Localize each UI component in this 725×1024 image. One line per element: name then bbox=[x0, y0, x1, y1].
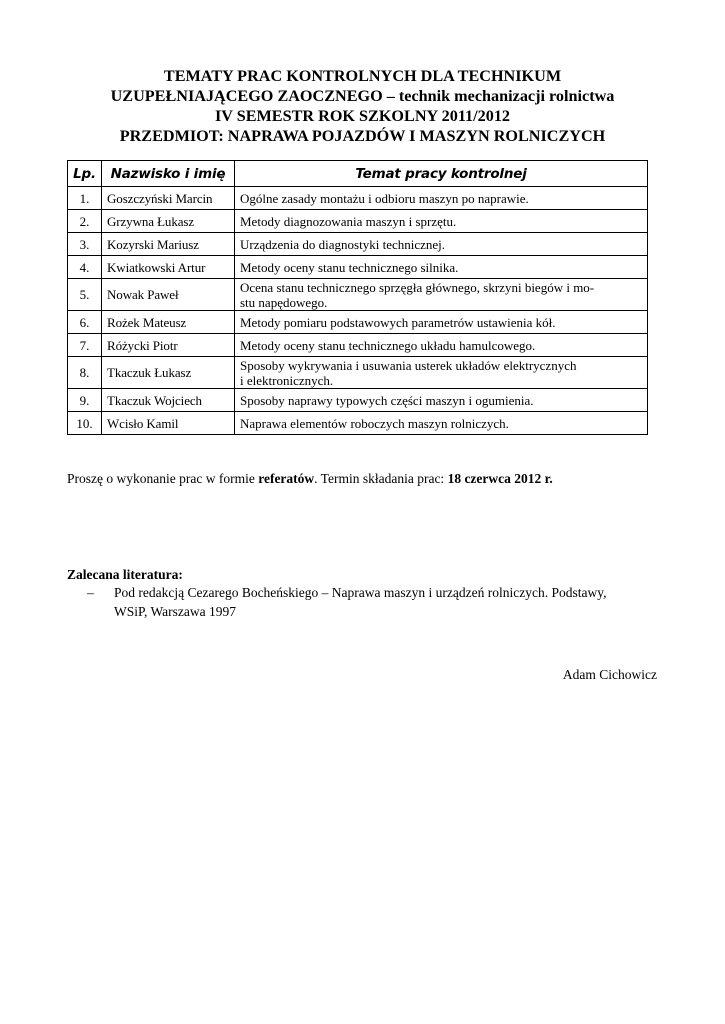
row-topic-line: stu napędowego. bbox=[240, 294, 328, 310]
row-lp: 7. bbox=[68, 334, 102, 357]
title-line-2: UZUPEŁNIAJĄCEGO ZAOCZNEGO – technik mechanizacji rolnictwa bbox=[110, 87, 615, 105]
row-name: Grzywna Łukasz bbox=[102, 210, 235, 233]
row-topic: Urządzenia do diagnostyki technicznej. bbox=[235, 233, 648, 256]
submission-note bbox=[67, 471, 553, 487]
row-topic: Ogólne zasady montażu i odbioru maszyn po naprawie. bbox=[235, 187, 648, 210]
row-lp: 10. bbox=[68, 412, 102, 435]
row-topic-line: Sposoby wykrywania i usuwania usterek układów elektrycznych bbox=[240, 357, 577, 373]
author-signature: Adam Cichowicz bbox=[562, 667, 657, 682]
topics-table bbox=[67, 160, 648, 435]
table-row bbox=[68, 357, 648, 389]
column-header-name: Nazwisko i imię bbox=[102, 161, 235, 187]
literature-item bbox=[89, 583, 654, 621]
row-name: Kozyrski Mariusz bbox=[102, 233, 235, 256]
title-line-1: TEMATY PRAC KONTROLNYCH DLA TECHNIKUM bbox=[163, 67, 562, 85]
document-title bbox=[40, 66, 685, 146]
note-text-middle: . Termin składania prac: bbox=[314, 471, 448, 486]
title-line-3: IV SEMESTR ROK SZKOLNY 2011/2012 bbox=[214, 107, 511, 125]
row-topic bbox=[235, 357, 648, 389]
row-topic: Metody oceny stanu technicznego silnika. bbox=[235, 256, 648, 279]
row-topic bbox=[235, 279, 648, 311]
table-row bbox=[68, 389, 648, 412]
column-header-topic: Temat pracy kontrolnej bbox=[235, 161, 648, 187]
row-topic: Sposoby naprawy typowych części maszyn i ogumienia. bbox=[235, 389, 648, 412]
row-topic: Metody oceny stanu technicznego układu hamulcowego. bbox=[235, 334, 648, 357]
row-name: Tkaczuk Łukasz bbox=[102, 357, 235, 389]
row-name: Rożek Mateusz bbox=[102, 311, 235, 334]
row-lp: 9. bbox=[68, 389, 102, 412]
row-name: Kwiatkowski Artur bbox=[102, 256, 235, 279]
row-topic: Metody diagnozowania maszyn i sprzętu. bbox=[235, 210, 648, 233]
literature-line-2: WSiP, Warszawa 1997 bbox=[114, 604, 237, 619]
row-lp: 6. bbox=[68, 311, 102, 334]
note-form: referatów bbox=[258, 471, 315, 486]
table-row bbox=[68, 233, 648, 256]
title-line-4: PRZEDMIOT: NAPRAWA POJAZDÓW I MASZYN ROLNICZYCH bbox=[119, 127, 606, 145]
row-lp: 2. bbox=[68, 210, 102, 233]
row-name: Wcisło Kamil bbox=[102, 412, 235, 435]
table-row bbox=[68, 187, 648, 210]
table-row bbox=[68, 334, 648, 357]
column-header-lp: Lp. bbox=[68, 161, 102, 187]
row-name: Tkaczuk Wojciech bbox=[102, 389, 235, 412]
row-topic-line: i elektronicznych. bbox=[240, 372, 334, 388]
row-lp: 3. bbox=[68, 233, 102, 256]
row-lp: 1. bbox=[68, 187, 102, 210]
note-deadline: 18 czerwca 2012 r. bbox=[447, 471, 553, 486]
table-row bbox=[68, 279, 648, 311]
row-name: Różycki Piotr bbox=[102, 334, 235, 357]
row-topic: Naprawa elementów roboczych maszyn rolniczych. bbox=[235, 412, 648, 435]
bullet-dash: – bbox=[87, 585, 94, 600]
table-header-row bbox=[68, 161, 648, 187]
table-row bbox=[68, 412, 648, 435]
row-name: Nowak Paweł bbox=[102, 279, 235, 311]
row-lp: 4. bbox=[68, 256, 102, 279]
row-topic: Metody pomiaru podstawowych parametrów ustawienia kół. bbox=[235, 311, 648, 334]
row-lp: 5. bbox=[68, 279, 102, 311]
table-row bbox=[68, 311, 648, 334]
row-topic-line: Ocena stanu technicznego sprzęgła głównego, skrzyni biegów i mo- bbox=[240, 279, 595, 295]
literature-heading: Zalecana literatura: bbox=[67, 567, 183, 582]
row-name: Goszczyński Marcin bbox=[102, 187, 235, 210]
literature-line-1: Pod redakcją Cezarego Bocheńskiego – Naprawa maszyn i urządzeń rolniczych. Podstawy, bbox=[114, 585, 607, 600]
row-lp: 8. bbox=[68, 357, 102, 389]
note-text-before: Proszę o wykonanie prac w formie bbox=[67, 471, 259, 486]
table-row bbox=[68, 210, 648, 233]
table-row bbox=[68, 256, 648, 279]
